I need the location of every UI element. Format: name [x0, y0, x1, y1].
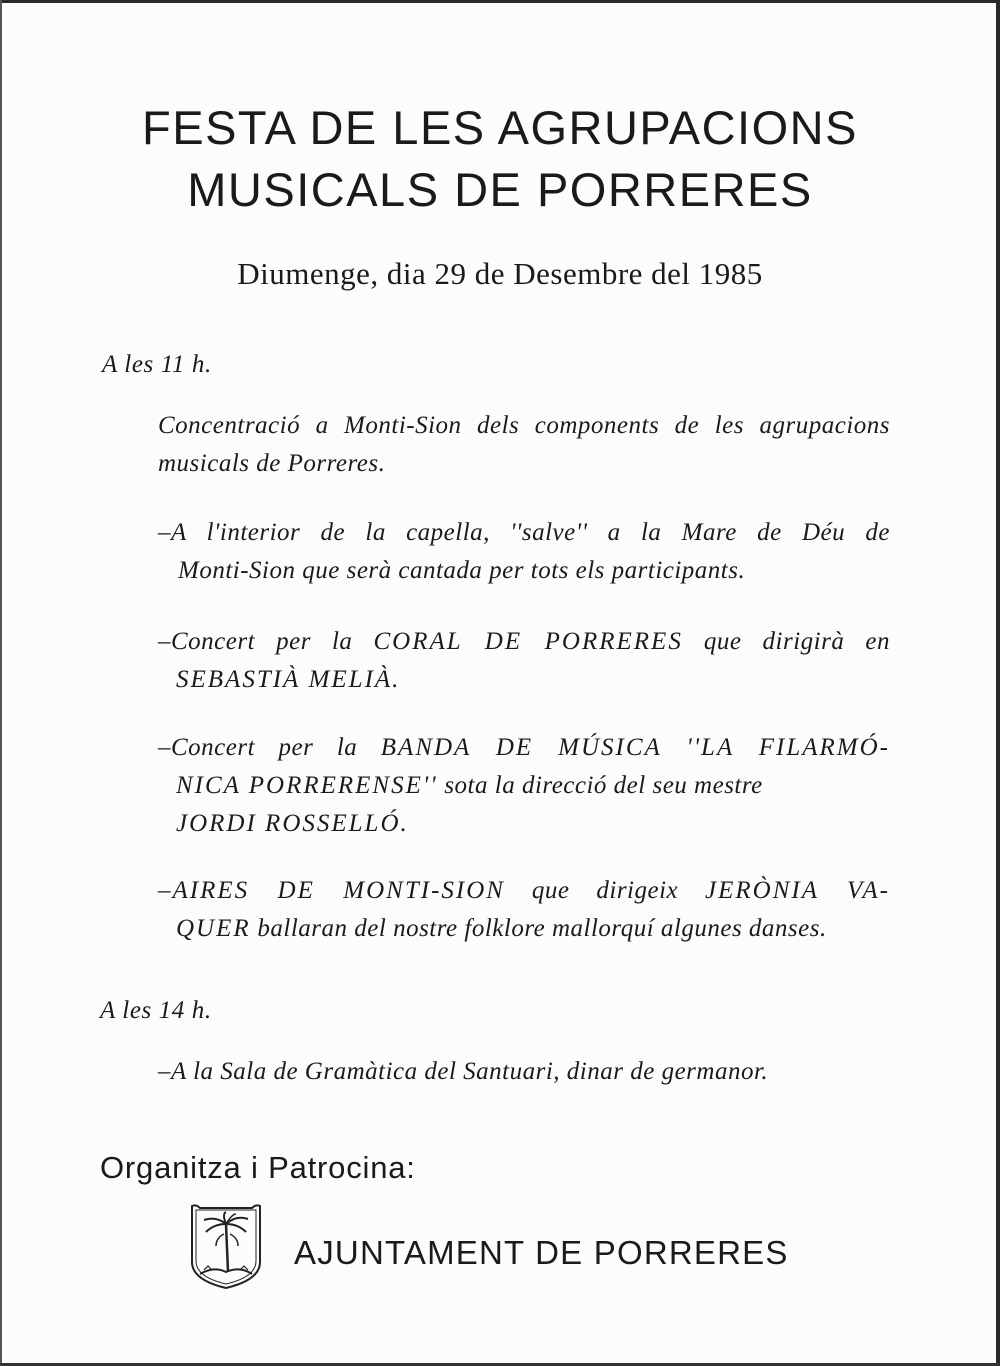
intro-line-1: Concentració a Monti-Sion dels components de les agrupacions: [158, 412, 890, 439]
item-coral-director: SEBASTIÀ MELIÀ.: [176, 666, 401, 693]
item-banda-name: BANDA DE MÚSICA ''LA FILARMÓ-: [380, 734, 890, 761]
item-aires-name: –AIRES DE MONTI-SION: [158, 877, 505, 904]
item-aires-line-2: [158, 910, 890, 948]
item-aires-text-b: que dirigeix: [504, 877, 706, 904]
item-aires-director-cont: QUER: [176, 915, 251, 942]
item-banda-text-a: –Concert per la: [158, 734, 381, 761]
intro-line-2: musicals de Porreres.: [158, 450, 386, 477]
item-banda-line-2: [158, 767, 890, 805]
item-dinar-line: –A la Sala de Gramàtica del Santuari, dinar de germanor.: [158, 1058, 769, 1085]
item-aires-line-1: [158, 872, 890, 910]
item-coral-text-c: que dirigirà en: [682, 628, 890, 655]
organizer-label: Organitza i Patrocina:: [100, 1150, 416, 1185]
item-aires-director: JERÒNIA VA-: [705, 877, 890, 904]
item-coral-name: CORAL DE PORRERES: [373, 628, 683, 655]
palm-tree-crest-icon: [186, 1200, 266, 1292]
organizer-name: AJUNTAMENT DE PORRERES: [294, 1234, 789, 1271]
item-banda-concert: [158, 729, 890, 843]
title-line-1: FESTA DE LES AGRUPACIONS: [142, 101, 858, 154]
item-banda-line-1: [158, 729, 890, 767]
item-salve: [158, 514, 890, 590]
item-coral-line-1: [158, 623, 890, 661]
item-banda-text-b: sota la direcció del seu mestre: [437, 772, 763, 799]
item-coral-concert: [158, 623, 890, 699]
item-banda-name-cont: NICA PORRERENSE'': [176, 772, 438, 799]
scan-edge-top: [0, 0, 1000, 3]
time-heading-14h: A les 14 h.: [100, 997, 212, 1024]
item-banda-director: JORDI ROSSELLÓ.: [176, 810, 409, 837]
item-salve-line-1: –A l'interior de la capella, ''salve'' a la Mare de Déu de: [158, 519, 890, 546]
item-coral-text-a: –Concert per la: [158, 628, 374, 655]
item-aires: [158, 872, 890, 948]
time-heading-11h: A les 11 h.: [102, 351, 212, 378]
intro-paragraph: [158, 407, 890, 483]
item-aires-text-c: ballaran del nostre folklore mallorquí algunes danses.: [250, 915, 827, 942]
title-line-2: MUSICALS DE PORRERES: [187, 163, 813, 216]
event-date: Diumenge, dia 29 de Desembre del 1985: [237, 256, 763, 291]
item-dinar: [158, 1053, 890, 1091]
item-salve-line-2: Monti-Sion que serà cantada per tots els participants.: [178, 557, 746, 584]
